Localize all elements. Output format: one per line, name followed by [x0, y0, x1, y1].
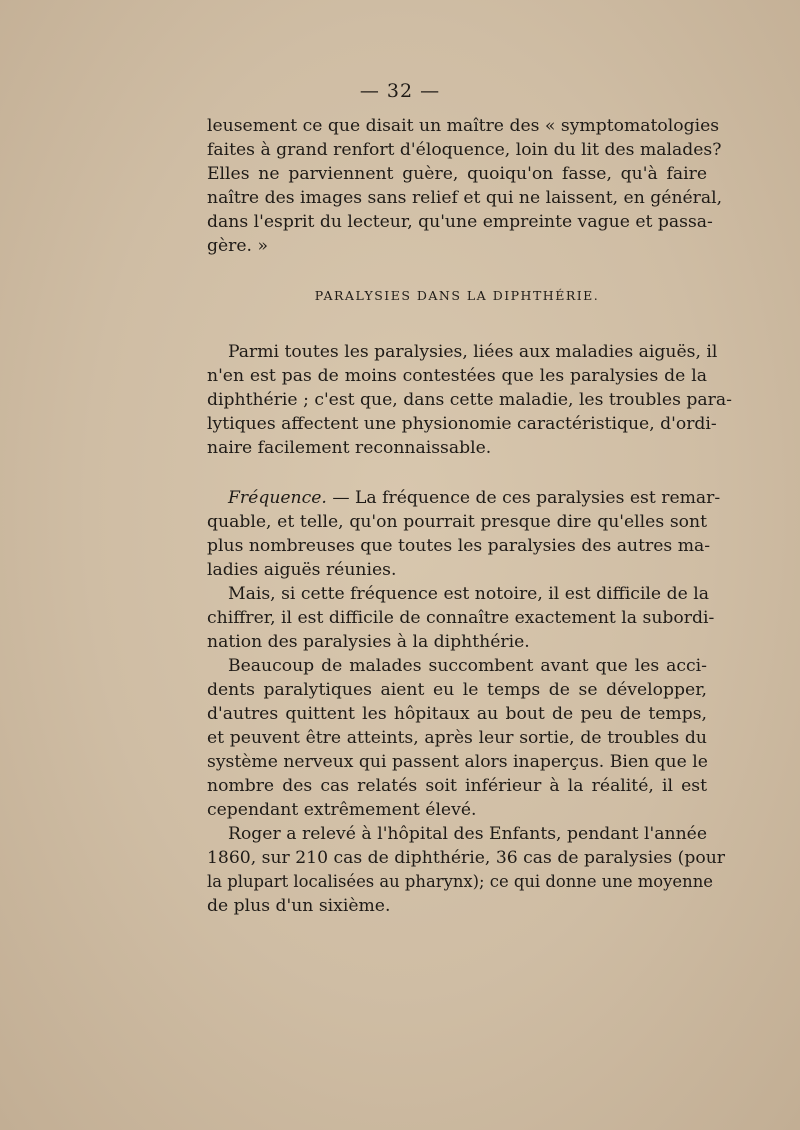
text-line: et peuvent être atteints, après leur sortie, de troubles du	[207, 728, 707, 748]
text-line: Parmi toutes les paralysies, liées aux maladies aiguës, il	[228, 342, 718, 362]
text-line: n'en est pas de moins contestées que les paralysies de la	[207, 366, 707, 386]
text-line: nation des paralysies à la diphthérie.	[207, 632, 530, 652]
frequence-text: — La fréquence de ces paralysies est remar-	[326, 488, 721, 508]
text-line: Beaucoup de malades succombent avant que les acci-	[228, 656, 707, 676]
text-line: gère. »	[207, 236, 269, 256]
text-line: ladies aiguës réunies.	[207, 560, 397, 580]
text-line: lytiques affectent une physionomie caractéristique, d'ordi-	[207, 414, 717, 434]
text-line: Mais, si cette fréquence est notoire, il est difficile de la	[228, 584, 709, 604]
text-line: naire facilement reconnaissable.	[207, 438, 492, 458]
text-line: dents paralytiques aient eu le temps de se développer,	[207, 680, 707, 700]
text-line: cependant extrêmement élevé.	[207, 800, 477, 820]
text-line: naître des images sans relief et qui ne laissent, en général,	[207, 188, 723, 208]
section-title: PARALYSIES DANS LA DIPHTHÉRIE.	[314, 288, 600, 303]
text-line: quable, et telle, qu'on pourrait presque dire qu'elles sont	[207, 512, 707, 532]
paragraph-intro	[207, 340, 732, 460]
paragraph-quote-end	[207, 114, 723, 258]
text-line	[207, 486, 721, 510]
text-line: leusement ce que disait un maître des « symptomatologies	[207, 116, 720, 136]
text-line: 1860, sur 210 cas de diphthérie, 36 cas de paralysies (pour	[207, 848, 725, 868]
text-line: système nerveux qui passent alors inaperçus. Bien que le	[207, 752, 708, 772]
paragraph-frequence	[207, 486, 725, 918]
text-line: chiffrer, il est difficile de connaître exactement la subordi-	[207, 608, 715, 628]
text-line: plus nombreuses que toutes les paralysies des autres ma-	[207, 536, 711, 556]
text-line: Roger a relevé à l'hôpital des Enfants, pendant l'année	[228, 824, 707, 844]
text-line: de plus d'un sixième.	[207, 896, 391, 916]
frequence-label: Fréquence.	[228, 488, 327, 508]
page-number: — 32 —	[359, 80, 441, 102]
section-heading-block	[207, 284, 707, 308]
text-line: diphthérie ; c'est que, dans cette maladie, les troubles para-	[207, 390, 732, 410]
text-line: d'autres quittent les hôpitaux au bout de peu de temps,	[207, 704, 707, 724]
text-line: faites à grand renfort d'éloquence, loin du lit des malades?	[207, 140, 722, 160]
text-line: nombre des cas relatés soit inférieur à la réalité, il est	[207, 776, 707, 796]
text-line: la plupart localisées au pharynx); ce qui donne une moyenne	[207, 872, 713, 891]
text-line: dans l'esprit du lecteur, qu'une empreinte vague et passa-	[207, 212, 713, 232]
text-line: Elles ne parviennent guère, quoiqu'on fasse, qu'à faire	[207, 164, 707, 184]
